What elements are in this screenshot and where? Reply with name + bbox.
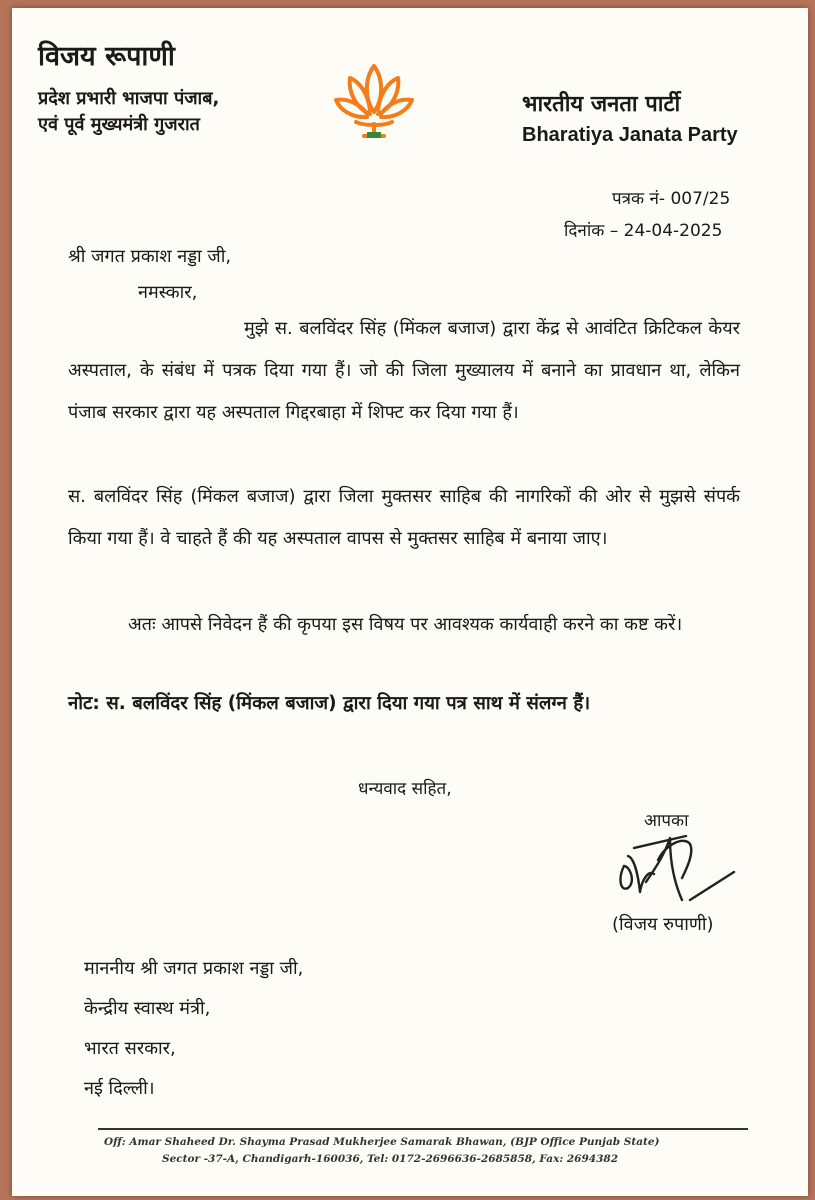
recipient-address-line-2: केन्द्रीय स्वास्थ मंत्री, xyxy=(84,998,211,1019)
reference-number: पत्रक नं- 007/25 xyxy=(612,189,731,209)
body-paragraph-3: अतः आपसे निवेदन हैं की कृपया इस विषय पर आवश्यक कार्यवाही करने का कष्ट करें। xyxy=(128,614,683,635)
signoff-text: आपका xyxy=(644,811,689,831)
party-name-hindi: भारतीय जनता पार्टी xyxy=(522,92,681,117)
recipient-address-line-1: माननीय श्री जगत प्रकाश नड्डा जी, xyxy=(84,958,304,979)
sender-name: विजय रूपाणी xyxy=(38,41,175,72)
body-paragraph-2: स. बलविंदर सिंह (मिंकल बजाज) द्वारा जिला मुक्तसर साहिब की नागरिकों की ओर से मुझसे संपर्क किया गया हैं। वे चाहते हैं की यह अस्पताल वापस से मुक्तसर साहिब में बनाया जाए। xyxy=(68,486,740,549)
sender-title-line-1: प्रदेश प्रभारी भाजपा पंजाब, xyxy=(38,88,220,109)
footer-divider xyxy=(98,1128,748,1130)
signatory-name: (विजय रुपाणी) xyxy=(612,914,714,935)
closing-text: धन्यवाद सहित, xyxy=(358,779,452,799)
handwritten-signature xyxy=(594,808,754,918)
letter-date: दिनांक – 24-04-2025 xyxy=(564,221,723,241)
greeting: नमस्कार, xyxy=(138,282,198,303)
letter-page xyxy=(12,8,808,1196)
party-name-english: Bharatiya Janata Party xyxy=(522,124,738,146)
lotus-icon xyxy=(334,60,414,142)
recipient-address-line-4: नई दिल्ली। xyxy=(84,1078,155,1099)
recipient-address-line-3: भारत सरकार, xyxy=(84,1038,176,1059)
body-paragraph-1: मुझे स. बलविंदर सिंह (मिंकल बजाज) द्वारा केंद्र से आवंटित क्रिटिकल केयर अस्पताल, के संबंध में पत्रक दिया गया हैं। जो की जिला मुख्यालय में बनाने का प्रावधान था, लेकिन पंजाब सरकार द्वारा यह अस्पताल गिद्दरबाहा में शिफ्ट कर दिया गया हैं। xyxy=(68,318,740,423)
note-line: नोट: स. बलविंदर सिंह (मिंकल बजाज) द्वारा दिया गया पत्र साथ में संलग्न हैं। xyxy=(68,693,591,714)
footer-address-line-1: Off: Amar Shaheed Dr. Shayma Prasad Mukherjee Samarak Bhawan, (BJP Office Punjab State) xyxy=(104,1136,660,1148)
addressee: श्री जगत प्रकाश नड्डा जी, xyxy=(68,246,232,267)
sender-title-line-2: एवं पूर्व मुख्यमंत्री गुजरात xyxy=(38,114,200,135)
footer-address-line-2: Sector -37-A, Chandigarh-160036, Tel: 0172-2696636-2685858, Fax: 2694382 xyxy=(162,1153,619,1165)
